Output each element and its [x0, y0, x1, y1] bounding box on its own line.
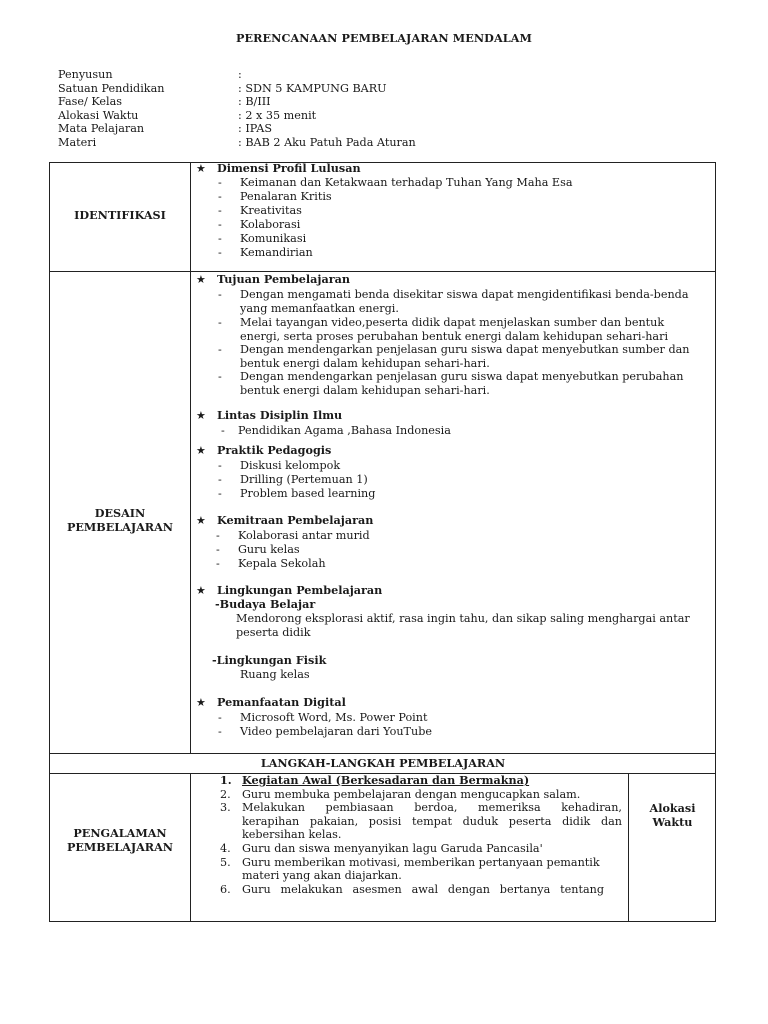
dash-bullet: - [218, 459, 222, 472]
step-number: 4. [220, 842, 231, 855]
list-item-line: Melai tayangan video,peserta didik dapat menjelaskan sumber dan bentuk [240, 316, 665, 329]
dash-bullet: - [216, 529, 220, 542]
dash-bullet: - [218, 288, 222, 301]
list-item: Video pembelajaran dari YouTube [240, 725, 432, 738]
step-text: Melakukan pembiasaan berdoa, memeriksa kehadiran, [242, 801, 622, 814]
step-text: Guru membuka pembelajaran dengan mengucapkan salam. [242, 788, 581, 801]
meta-row-fase [58, 95, 558, 109]
step-number: 1. [220, 773, 232, 787]
dash-bullet: - [218, 190, 222, 203]
step-text: Guru dan siswa menyanyikan lagu Garuda Pancasila' [242, 842, 543, 855]
pengalaman-label-line: PEMBELAJARAN [66, 840, 174, 854]
list-item-line: bentuk energi dalam kehidupan sehari-hari. [240, 357, 490, 370]
star-bullet-icon: ★ [196, 444, 206, 457]
list-item: Kreativitas [240, 204, 302, 217]
list-item: Pendidikan Agama ,Bahasa Indonesia [238, 424, 451, 437]
dash-bullet: - [218, 711, 222, 724]
meta-row-alokasi [58, 109, 558, 123]
meta-label: Fase/ Kelas [58, 95, 123, 109]
paragraph-line: peserta didik [236, 626, 311, 639]
dash-bullet: - [216, 557, 220, 570]
step-text: materi yang akan diajarkan. [242, 869, 402, 882]
section-heading: Pemanfaatan Digital [217, 695, 346, 709]
dash-bullet: - [218, 370, 222, 383]
list-item: Penalaran Kritis [240, 190, 332, 203]
meta-row-materi [58, 136, 558, 150]
dash-bullet: - [218, 343, 222, 356]
list-item: Guru kelas [238, 543, 300, 556]
desain-label [50, 506, 190, 534]
step-number: 3. [220, 801, 231, 814]
table-column-divider [190, 162, 191, 754]
dash-bullet: - [218, 204, 222, 217]
dash-bullet: - [218, 316, 222, 329]
paragraph-line: Mendorong eksplorasi aktif, rasa ingin tahu, dan sikap saling menghargai antar [236, 612, 690, 625]
list-item: Komunikasi [240, 232, 307, 245]
meta-label: Mata Pelajaran [58, 122, 145, 136]
meta-value: : 2 x 35 menit [238, 108, 317, 122]
dash-bullet: - [218, 473, 222, 486]
list-item-line: bentuk energi dalam kehidupan sehari-hari. [240, 384, 490, 397]
list-item: Keimanan dan Ketakwaan terhadap Tuhan Yang Maha Esa [240, 176, 573, 189]
star-bullet-icon: ★ [196, 584, 206, 597]
list-item-line: Dengan mendengarkan penjelasan guru siswa dapat menyebutkan sumber dan [240, 343, 690, 356]
star-bullet-icon: ★ [196, 514, 206, 527]
list-item: Drilling (Pertemuan 1) [240, 473, 368, 486]
list-item-line: yang memanfaatkan energi. [240, 302, 399, 315]
alokasi-label-line: Alokasi [649, 801, 696, 815]
dash-bullet: - [218, 232, 222, 245]
meta-value: : BAB 2 Aku Patuh Pada Aturan [238, 135, 416, 149]
step-text: Guru memberikan motivasi, memberikan pertanyaan pemantik [242, 856, 600, 869]
alokasi-waktu-label [629, 801, 716, 829]
step-number: 6. [220, 883, 231, 896]
page-title: PERENCANAAN PEMBELAJARAN MENDALAM [236, 31, 532, 45]
langkah-header: LANGKAH-LANGKAH PEMBELAJARAN [260, 756, 506, 770]
meta-value: : SDN 5 KAMPUNG BARU [238, 81, 387, 95]
meta-row-mapel [58, 122, 558, 136]
dash-bullet: - [218, 176, 222, 189]
dash-bullet: - [218, 725, 222, 738]
list-item: Microsoft Word, Ms. Power Point [240, 711, 428, 724]
alokasi-label-line: Waktu [652, 815, 693, 829]
meta-label: Penyusun [58, 68, 113, 81]
subsection-heading: -Budaya Belajar [215, 597, 316, 611]
table-column-divider [628, 773, 629, 922]
desain-label-line: DESAIN [94, 506, 146, 520]
step-text: Kegiatan Awal (Berkesadaran dan Bermakna) [242, 773, 530, 787]
star-bullet-icon: ★ [196, 696, 206, 709]
dash-bullet: - [218, 246, 222, 259]
desain-label-line: PEMBELAJARAN [66, 520, 174, 534]
list-item-line: Dengan mengamati benda disekitar siswa dapat mengidentifikasi benda-benda [240, 288, 689, 301]
meta-row-penyusun [58, 68, 558, 82]
list-item: Diskusi kelompok [240, 459, 341, 472]
meta-row-satuan [58, 82, 558, 96]
list-item: Kolaborasi antar murid [238, 529, 370, 542]
document-meta [58, 68, 558, 150]
section-heading: Kemitraan Pembelajaran [217, 513, 374, 527]
table-row-divider [49, 753, 716, 754]
star-bullet-icon: ★ [196, 273, 206, 286]
list-item-line: energi, serta proses perubahan bentuk energi dalam kehidupan sehari-hari [240, 330, 669, 343]
pengalaman-label [50, 826, 190, 854]
paragraph-line: Ruang kelas [240, 668, 310, 681]
step-number: 2. [220, 788, 231, 801]
star-bullet-icon: ★ [196, 409, 206, 422]
section-heading: Tujuan Pembelajaran [217, 272, 350, 286]
meta-value: : B/III [238, 95, 271, 109]
step-text: kerapihan pakaian, posisi tempat duduk peserta didik dan [242, 815, 622, 828]
step-text: kebersihan kelas. [242, 828, 342, 841]
meta-label: Satuan Pendidikan [58, 81, 165, 95]
section-heading: Lintas Disiplin Ilmu [217, 408, 343, 422]
step-text: Guru melakukan asesmen awal dengan bertanya tentang [242, 883, 604, 896]
subsection-heading: -Lingkungan Fisik [212, 653, 327, 667]
dash-bullet: - [218, 218, 222, 231]
section-heading: Praktik Pedagogis [217, 443, 332, 457]
meta-label: Alokasi Waktu [58, 108, 139, 122]
list-item: Kolaborasi [240, 218, 301, 231]
pengalaman-label-line: PENGALAMAN [73, 826, 167, 840]
meta-value: : IPAS [238, 122, 272, 136]
list-item: Kemandirian [240, 246, 313, 259]
list-item: Kepala Sekolah [238, 557, 326, 570]
step-number: 5. [220, 856, 231, 869]
table-row-divider [49, 271, 716, 272]
section-heading: Lingkungan Pembelajaran [217, 583, 383, 597]
identifikasi-label: IDENTIFIKASI [74, 208, 166, 222]
section-heading: Dimensi Profil Lulusan [217, 161, 361, 175]
list-item-line: Dengan mendengarkan penjelasan guru siswa dapat menyebutkan perubahan [240, 370, 684, 383]
dash-bullet: - [221, 424, 225, 437]
meta-value: : [238, 68, 242, 81]
list-item: Problem based learning [240, 487, 376, 500]
dash-bullet: - [218, 487, 222, 500]
dash-bullet: - [216, 543, 220, 556]
star-bullet-icon: ★ [196, 162, 206, 175]
table-column-divider [190, 773, 191, 922]
meta-label: Materi [58, 135, 97, 149]
